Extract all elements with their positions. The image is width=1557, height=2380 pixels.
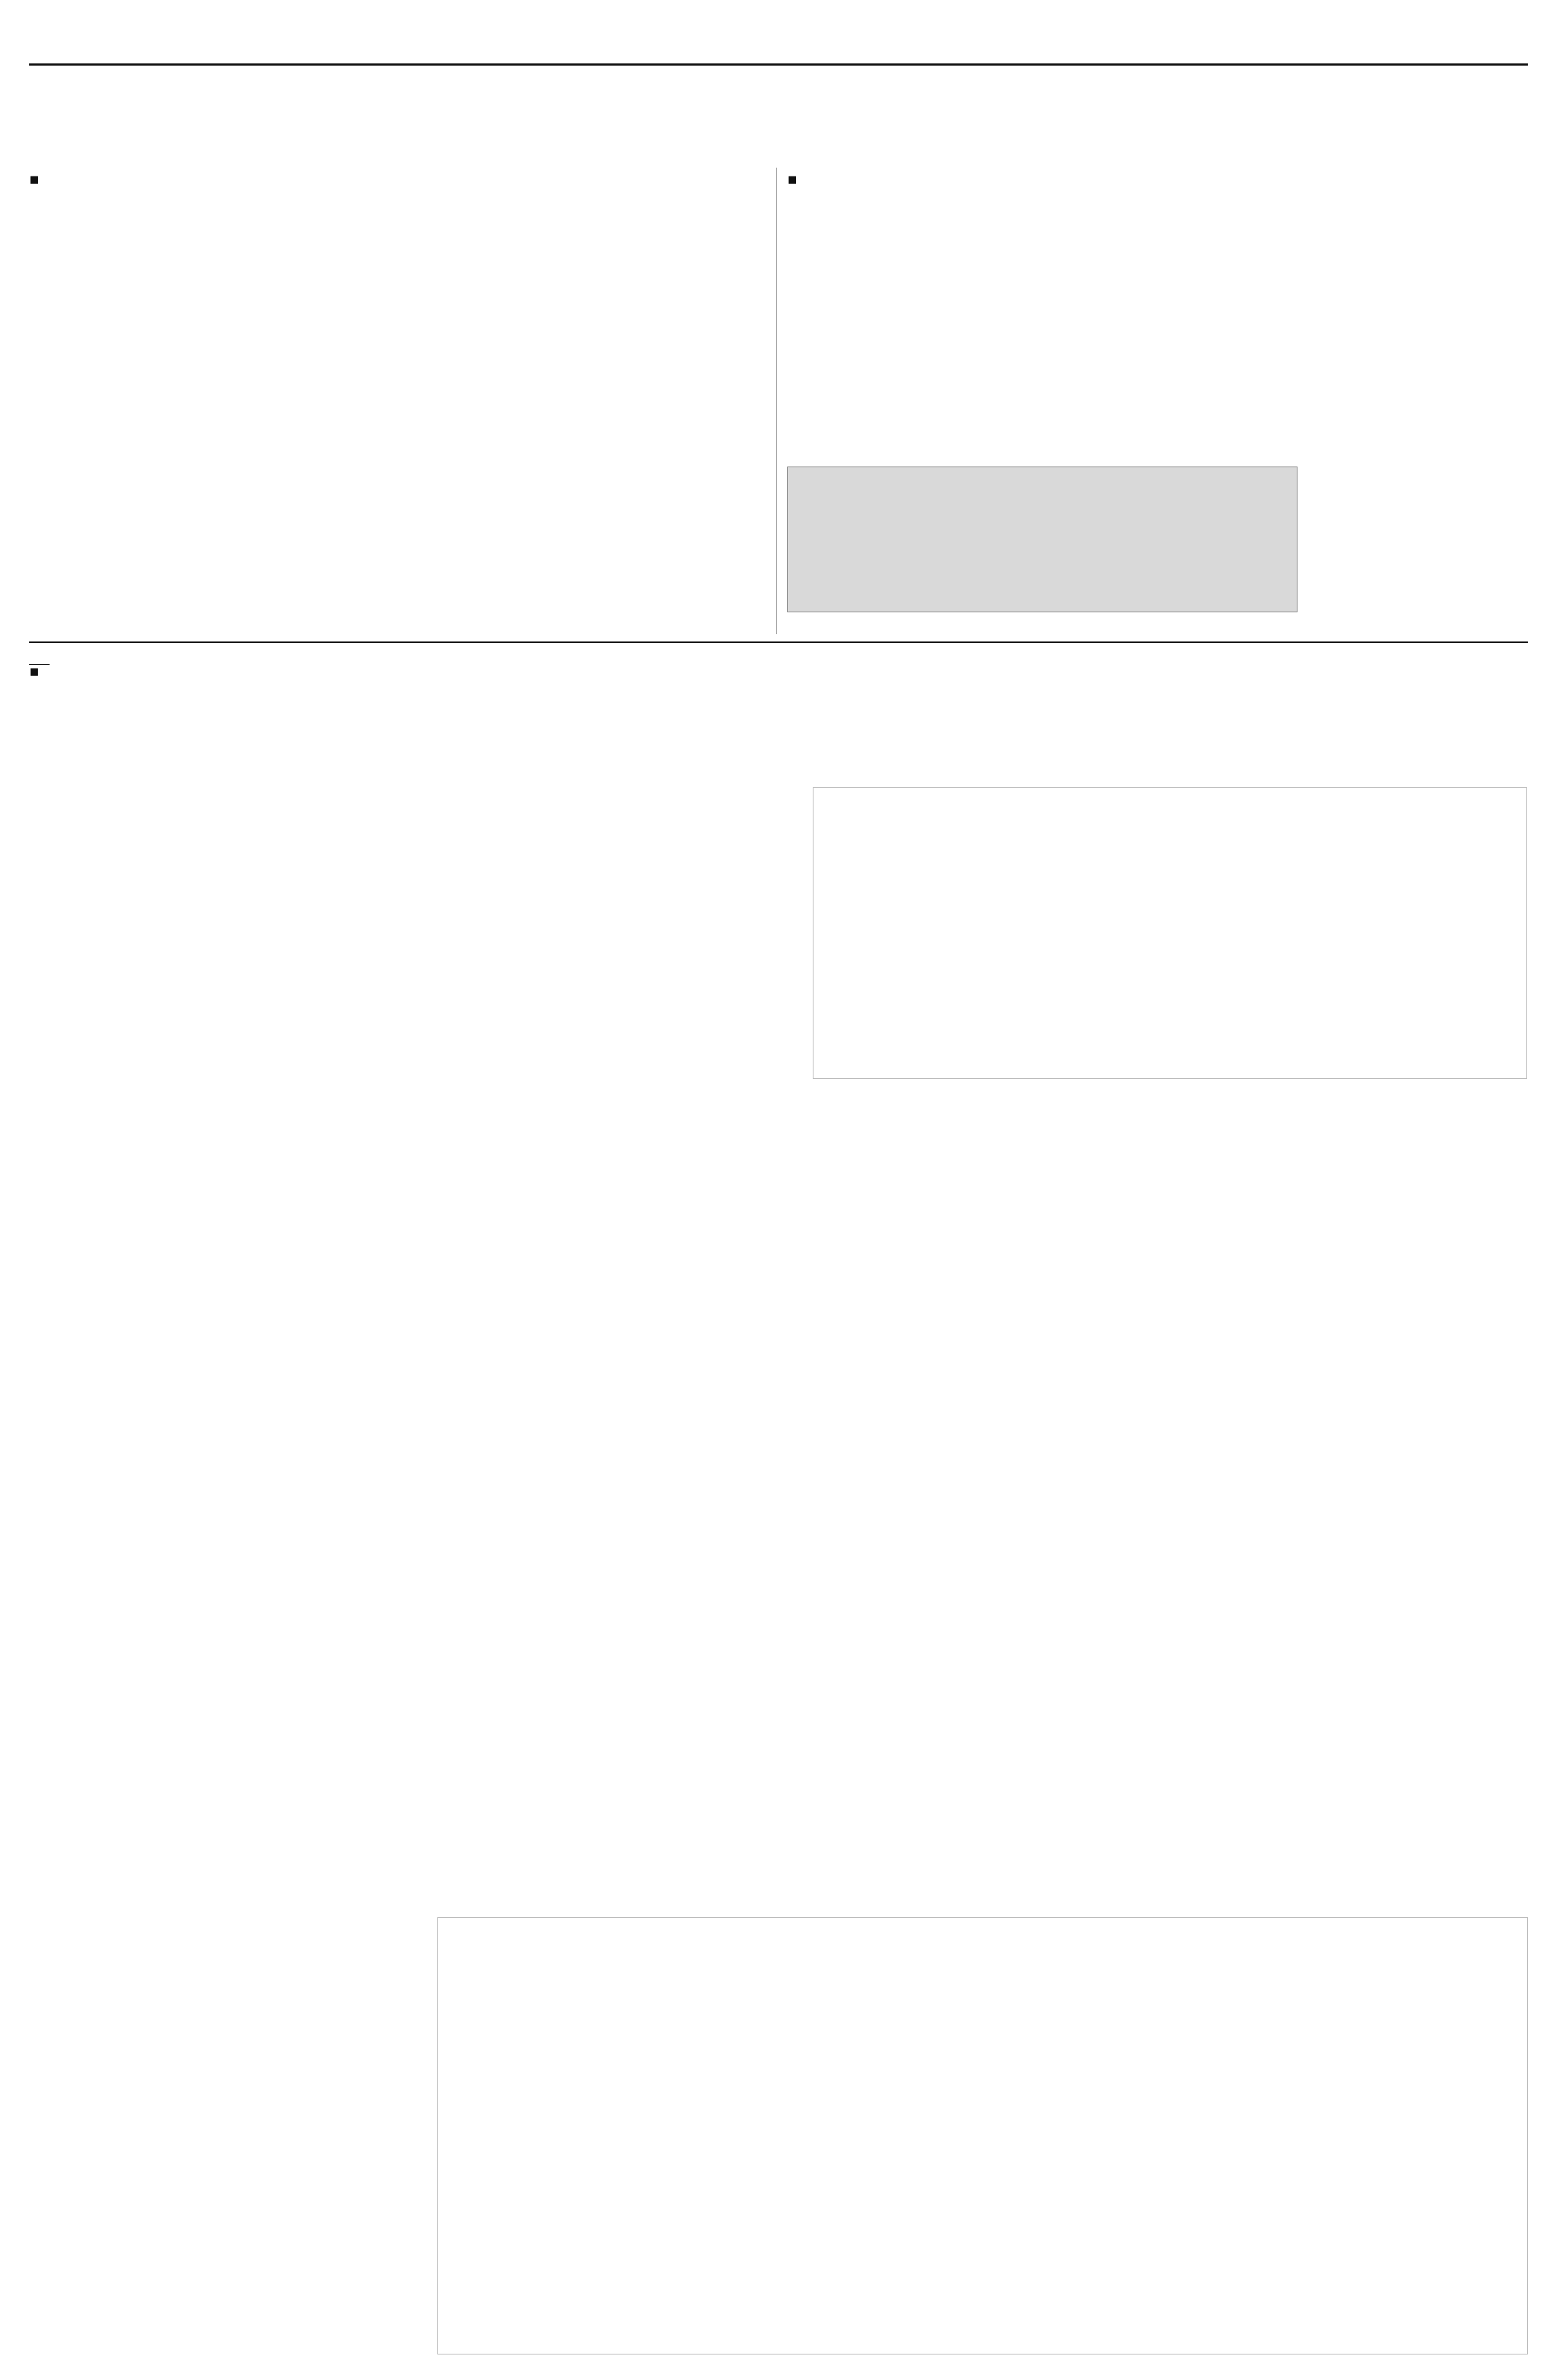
- movie-ad-bottom: [437, 1917, 1528, 2354]
- showtimes-block-2: [813, 1261, 1527, 1698]
- masthead: [29, 22, 1528, 66]
- headline-left: [29, 80, 765, 160]
- column-divider: [776, 168, 777, 634]
- table-cell: [39, 674, 50, 676]
- lead-story-left: [29, 168, 765, 634]
- article-b: [29, 1451, 423, 1618]
- article-f: [29, 2172, 423, 2354]
- showtimes-block-1: [437, 1217, 802, 1764]
- theatre-list: [438, 1918, 1527, 1947]
- article-d: [29, 1793, 423, 1997]
- theatre-list: [813, 788, 1526, 817]
- headline-right: [787, 80, 1528, 160]
- movie-ad-top: [813, 787, 1527, 1079]
- lead-story-right: [787, 168, 1528, 459]
- section-rule: [29, 641, 1528, 643]
- news-photo: [787, 467, 1298, 612]
- article-seats: [29, 652, 423, 1206]
- article-books: [437, 652, 802, 769]
- article-c: [29, 1626, 423, 1786]
- newspaper-page: [29, 22, 1528, 2358]
- article-e: [29, 2005, 423, 2165]
